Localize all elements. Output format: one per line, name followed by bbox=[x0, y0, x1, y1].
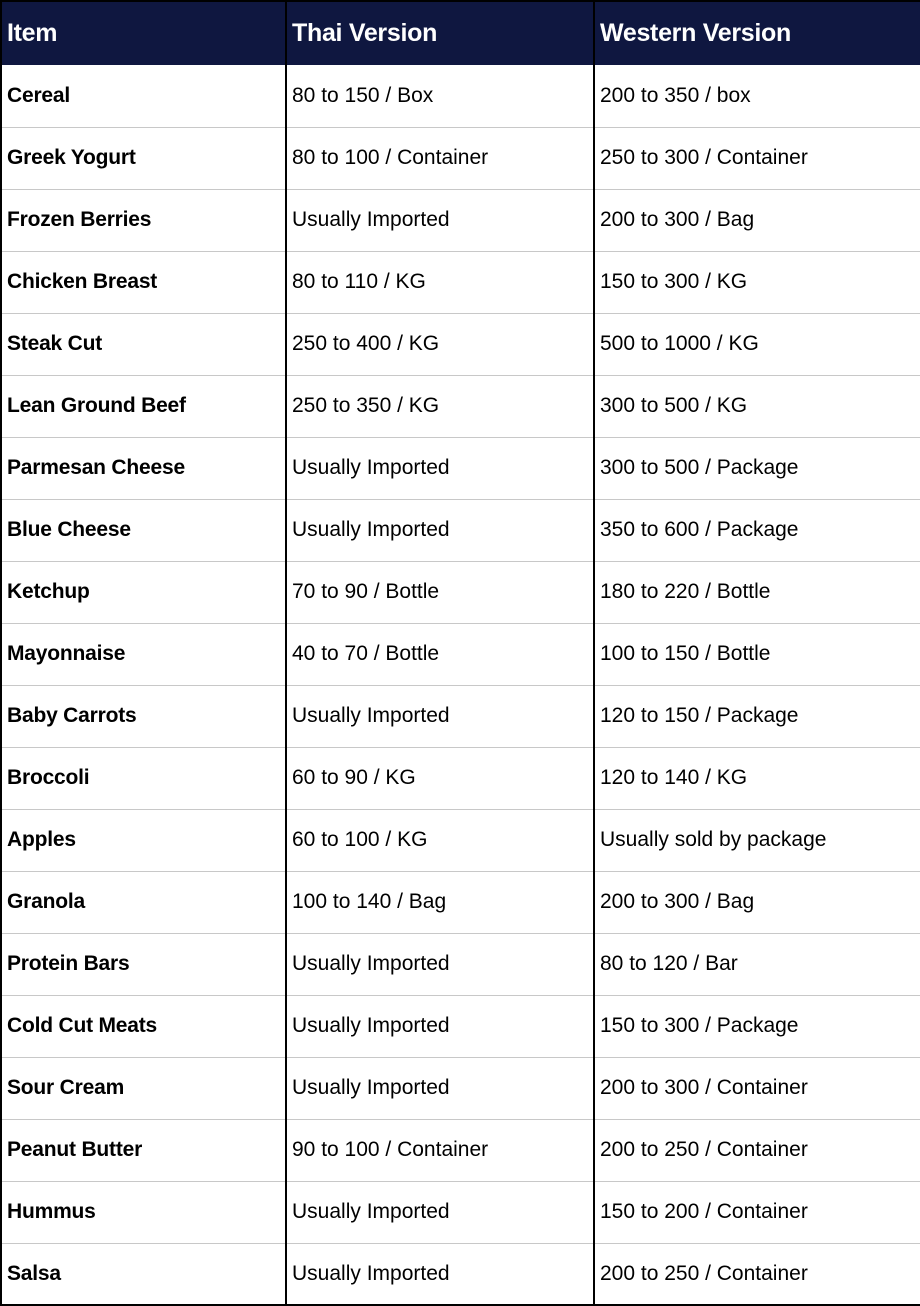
item-cell: Apples bbox=[1, 809, 286, 871]
thai-price-cell: 250 to 350 / KG bbox=[286, 375, 594, 437]
table-header bbox=[1, 1, 920, 65]
western-price-cell: 180 to 220 / Bottle bbox=[594, 561, 920, 623]
item-cell: Salsa bbox=[1, 1243, 286, 1305]
western-price-cell: 350 to 600 / Package bbox=[594, 499, 920, 561]
thai-price-cell: Usually Imported bbox=[286, 995, 594, 1057]
thai-price-cell: 80 to 110 / KG bbox=[286, 251, 594, 313]
header-item: Item bbox=[1, 1, 286, 65]
thai-price-cell: Usually Imported bbox=[286, 499, 594, 561]
western-price-cell: 500 to 1000 / KG bbox=[594, 313, 920, 375]
table-row bbox=[1, 747, 920, 809]
thai-price-cell: Usually Imported bbox=[286, 933, 594, 995]
header-thai-version: Thai Version bbox=[286, 1, 594, 65]
item-cell: Greek Yogurt bbox=[1, 127, 286, 189]
thai-price-cell: Usually Imported bbox=[286, 685, 594, 747]
western-price-cell: 200 to 250 / Container bbox=[594, 1119, 920, 1181]
table-row bbox=[1, 375, 920, 437]
western-price-cell: 150 to 300 / Package bbox=[594, 995, 920, 1057]
item-cell: Parmesan Cheese bbox=[1, 437, 286, 499]
table-row bbox=[1, 685, 920, 747]
western-price-cell: 200 to 350 / box bbox=[594, 65, 920, 127]
table-row bbox=[1, 933, 920, 995]
western-price-cell: 200 to 300 / Container bbox=[594, 1057, 920, 1119]
western-price-cell: 80 to 120 / Bar bbox=[594, 933, 920, 995]
table-row bbox=[1, 499, 920, 561]
thai-price-cell: Usually Imported bbox=[286, 1243, 594, 1305]
item-cell: Peanut Butter bbox=[1, 1119, 286, 1181]
table-row bbox=[1, 65, 920, 127]
thai-price-cell: Usually Imported bbox=[286, 1057, 594, 1119]
western-price-cell: 120 to 150 / Package bbox=[594, 685, 920, 747]
item-cell: Mayonnaise bbox=[1, 623, 286, 685]
thai-price-cell: 40 to 70 / Bottle bbox=[286, 623, 594, 685]
item-cell: Sour Cream bbox=[1, 1057, 286, 1119]
thai-price-cell: Usually Imported bbox=[286, 1181, 594, 1243]
item-cell: Cold Cut Meats bbox=[1, 995, 286, 1057]
table-body bbox=[1, 65, 920, 1305]
item-cell: Lean Ground Beef bbox=[1, 375, 286, 437]
thai-price-cell: 80 to 150 / Box bbox=[286, 65, 594, 127]
table-row bbox=[1, 871, 920, 933]
item-cell: Blue Cheese bbox=[1, 499, 286, 561]
western-price-cell: 200 to 300 / Bag bbox=[594, 871, 920, 933]
item-cell: Steak Cut bbox=[1, 313, 286, 375]
table-row bbox=[1, 127, 920, 189]
item-cell: Frozen Berries bbox=[1, 189, 286, 251]
thai-price-cell: 90 to 100 / Container bbox=[286, 1119, 594, 1181]
table-row bbox=[1, 437, 920, 499]
western-price-cell: 300 to 500 / KG bbox=[594, 375, 920, 437]
item-cell: Granola bbox=[1, 871, 286, 933]
table-row bbox=[1, 251, 920, 313]
western-price-cell: 120 to 140 / KG bbox=[594, 747, 920, 809]
table-row bbox=[1, 623, 920, 685]
table-row bbox=[1, 1057, 920, 1119]
table-row bbox=[1, 561, 920, 623]
item-cell: Ketchup bbox=[1, 561, 286, 623]
thai-price-cell: 250 to 400 / KG bbox=[286, 313, 594, 375]
table-row bbox=[1, 189, 920, 251]
thai-price-cell: Usually Imported bbox=[286, 437, 594, 499]
table-row bbox=[1, 313, 920, 375]
western-price-cell: 150 to 300 / KG bbox=[594, 251, 920, 313]
table-row bbox=[1, 1243, 920, 1305]
western-price-cell: Usually sold by package bbox=[594, 809, 920, 871]
western-price-cell: 300 to 500 / Package bbox=[594, 437, 920, 499]
thai-price-cell: 100 to 140 / Bag bbox=[286, 871, 594, 933]
thai-price-cell: 60 to 90 / KG bbox=[286, 747, 594, 809]
thai-price-cell: 60 to 100 / KG bbox=[286, 809, 594, 871]
western-price-cell: 100 to 150 / Bottle bbox=[594, 623, 920, 685]
thai-price-cell: 70 to 90 / Bottle bbox=[286, 561, 594, 623]
item-cell: Cereal bbox=[1, 65, 286, 127]
thai-price-cell: 80 to 100 / Container bbox=[286, 127, 594, 189]
table-row bbox=[1, 1181, 920, 1243]
table-row bbox=[1, 809, 920, 871]
western-price-cell: 200 to 300 / Bag bbox=[594, 189, 920, 251]
item-cell: Baby Carrots bbox=[1, 685, 286, 747]
header-western-version: Western Version bbox=[594, 1, 920, 65]
item-cell: Broccoli bbox=[1, 747, 286, 809]
item-cell: Chicken Breast bbox=[1, 251, 286, 313]
header-row bbox=[1, 1, 920, 65]
western-price-cell: 150 to 200 / Container bbox=[594, 1181, 920, 1243]
thai-price-cell: Usually Imported bbox=[286, 189, 594, 251]
item-cell: Hummus bbox=[1, 1181, 286, 1243]
table-row bbox=[1, 1119, 920, 1181]
western-price-cell: 200 to 250 / Container bbox=[600, 1261, 808, 1285]
western-price-cell: 250 to 300 / Container bbox=[594, 127, 920, 189]
table-row bbox=[1, 995, 920, 1057]
item-cell: Protein Bars bbox=[1, 933, 286, 995]
